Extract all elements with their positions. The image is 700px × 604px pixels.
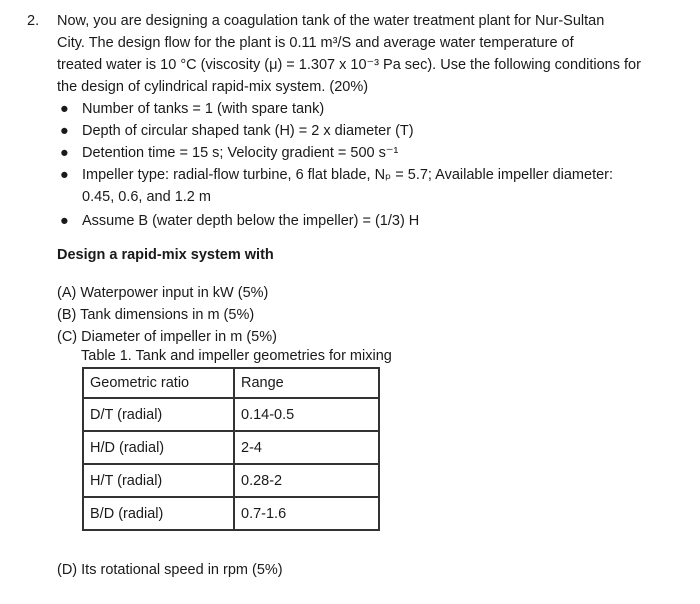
question-number: 2. xyxy=(27,13,40,29)
condition-text: Impeller type: radial-flow turbine, 6 flat blade, Nₚ = 5.7; Available impeller diameter: xyxy=(82,167,614,183)
table-cell: D/T (radial) xyxy=(83,398,234,431)
condition-item xyxy=(57,120,667,142)
design-heading: Design a rapid-mix system with xyxy=(57,247,274,263)
design-conditions-list xyxy=(57,98,667,232)
table-row xyxy=(83,431,379,464)
statement-line: the design of cylindrical rapid-mix system. (20%) xyxy=(57,79,369,95)
question-statement xyxy=(57,10,657,98)
condition-text: Depth of circular shaped tank (H) = 2 x diameter (T) xyxy=(82,123,414,139)
condition-text-continued: 0.45, 0.6, and 1.2 m xyxy=(82,189,211,205)
condition-text: Detention time = 15 s; Velocity gradient = 500 s⁻¹ xyxy=(82,145,399,161)
table-cell: 0.7-1.6 xyxy=(234,497,379,530)
condition-item xyxy=(57,210,667,232)
table-caption: Table 1. Tank and impeller geometries for mixing xyxy=(81,348,392,364)
bullet-icon: ● xyxy=(60,145,69,161)
table-cell: 0.28-2 xyxy=(234,464,379,497)
table-row xyxy=(83,398,379,431)
table-cell: 0.14-0.5 xyxy=(234,398,379,431)
statement-line: City. The design flow for the plant is 0.11 m³/S and average water temperature of xyxy=(57,35,574,51)
table-cell: H/D (radial) xyxy=(83,431,234,464)
geometry-table xyxy=(82,367,380,531)
statement-line: Now, you are designing a coagulation tank of the water treatment plant for Nur-Sultan xyxy=(57,13,605,29)
table-header-cell: Range xyxy=(234,368,379,398)
table-header-cell: Geometric ratio xyxy=(83,368,234,398)
table-cell: H/T (radial) xyxy=(83,464,234,497)
table-cell: 2-4 xyxy=(234,431,379,464)
table-row xyxy=(83,497,379,530)
condition-text: Number of tanks = 1 (with spare tank) xyxy=(82,101,325,117)
condition-text: Assume B (water depth below the impeller) = (1/3) H xyxy=(82,213,420,229)
table-cell: B/D (radial) xyxy=(83,497,234,530)
condition-item xyxy=(57,98,667,120)
question-parts xyxy=(57,282,277,348)
bullet-icon: ● xyxy=(60,101,69,117)
statement-line: treated water is 10 °C (viscosity (μ) = 1.307 x 10⁻³ Pa sec). Use the following conditions for xyxy=(57,57,641,73)
bullet-icon: ● xyxy=(60,123,69,139)
part-item: (A) Waterpower input in kW (5%) xyxy=(57,285,269,301)
part-item: (C) Diameter of impeller in m (5%) xyxy=(57,329,277,345)
part-item: (B) Tank dimensions in m (5%) xyxy=(57,307,255,323)
part-d: (D) Its rotational speed in rpm (5%) xyxy=(57,562,283,578)
bullet-icon: ● xyxy=(60,167,69,183)
table-row xyxy=(83,464,379,497)
condition-item xyxy=(57,164,667,208)
condition-item xyxy=(57,142,667,164)
table-header-row xyxy=(83,368,379,398)
bullet-icon: ● xyxy=(60,213,69,229)
